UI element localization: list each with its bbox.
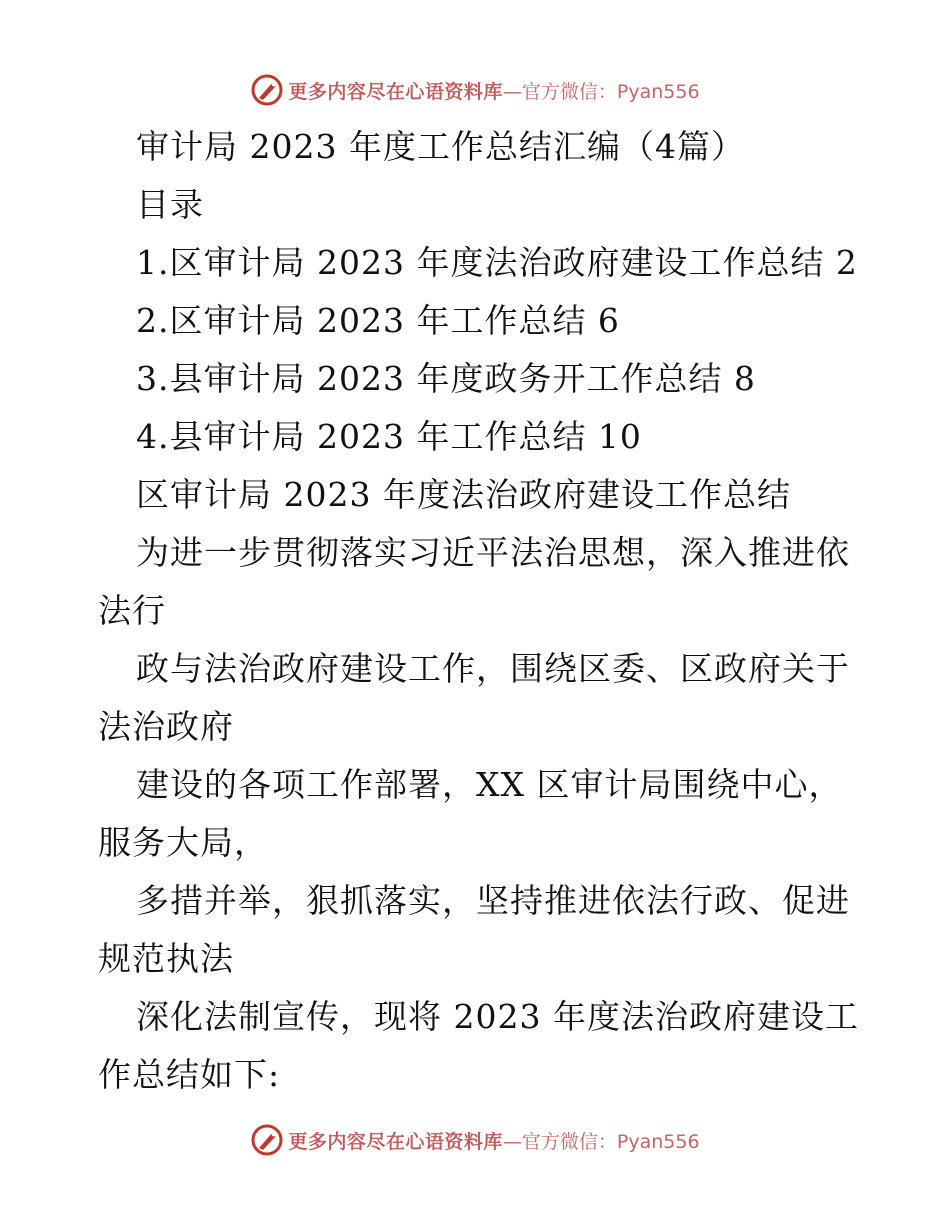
watermark-main-text: 更多内容尽在心语资料库	[288, 80, 503, 103]
document-body	[98, 118, 858, 1104]
watermark-banner-bottom	[0, 1120, 950, 1160]
section-title: 区审计局 2023 年度法治政府建设工作总结	[136, 475, 791, 514]
pen-logo-icon	[250, 1123, 284, 1157]
watermark-sub-text: —官方微信：Pyan556	[502, 1130, 700, 1153]
body-line: 建设的各项工作部署，XX 区审计局围绕中心，	[136, 765, 843, 804]
toc-item: 2.区审计局 2023 年工作总结 6	[136, 301, 620, 340]
toc-heading: 目录	[136, 185, 204, 224]
body-line: 政与法治政府建设工作，围绕区委、区政府关于	[136, 649, 850, 688]
body-line: 深化法制宣传，现将 2023 年度法治政府建设工	[136, 997, 859, 1036]
pen-logo-icon	[250, 73, 284, 107]
body-line: 服务大局，	[98, 823, 268, 862]
watermark-main-text: 更多内容尽在心语资料库	[288, 1130, 503, 1153]
toc-item: 1.区审计局 2023 年度法治政府建设工作总结 2	[136, 243, 858, 282]
body-line: 法治政府	[98, 707, 234, 746]
body-line: 为进一步贯彻落实习近平法治思想，深入推进依	[136, 533, 850, 572]
watermark-sub-text: —官方微信：Pyan556	[502, 80, 700, 103]
body-line: 规范执法	[98, 939, 234, 978]
watermark-banner-top	[0, 70, 950, 110]
toc-item: 3.县审计局 2023 年度政务开工作总结 8	[136, 359, 756, 398]
document-title: 审计局 2023 年度工作总结汇编（4篇）	[136, 127, 745, 166]
body-line: 作总结如下:	[98, 1055, 281, 1094]
body-line: 法行	[98, 591, 166, 630]
toc-item: 4.县审计局 2023 年工作总结 10	[136, 417, 642, 456]
body-line: 多措并举，狠抓落实，坚持推进依法行政、促进	[136, 881, 850, 920]
